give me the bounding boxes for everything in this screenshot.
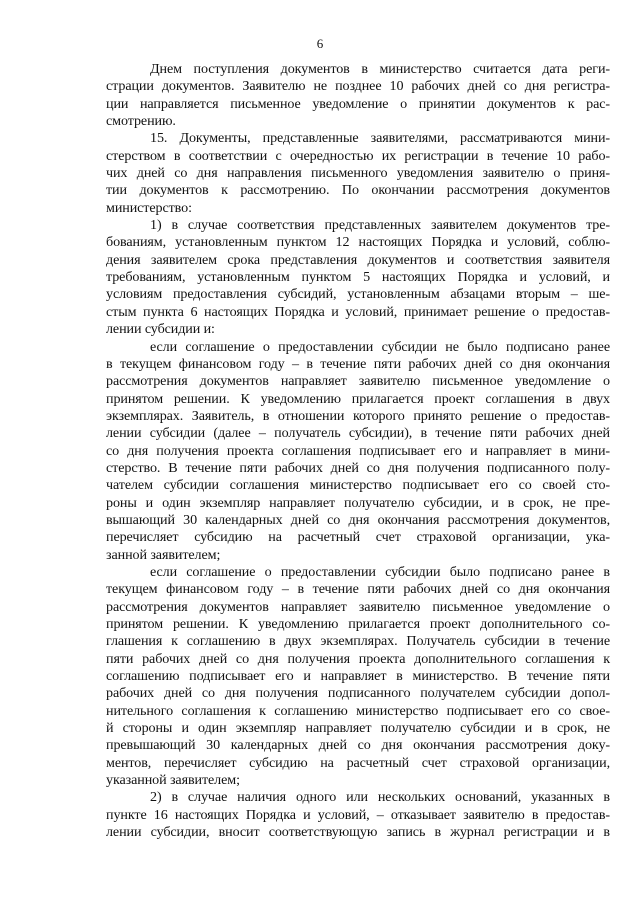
text-line: условиям предоставления субсидий, установленным абзацами вторым – ше- [106,286,610,303]
text-line: требованиям, установленным пунктом 5 настоящих Порядка и условий, и [106,269,610,286]
text-line: нительного соглашения к соглашению министерство подписывает его со свое- [106,702,610,719]
text-line: стым пункта 6 настоящих Порядка и условий, принимает решение о предостав- [106,303,610,320]
text-line: й стороны и один экземпляр направляет получателю субсидии и в срок, не [106,720,610,737]
text-line: принятом решении. К уведомлению прилагается проект соглашения в двух [106,390,610,407]
text-line: смотрению. [106,113,176,130]
text-line: дения заявителем срока представления документов и соответствия заявителя [106,251,610,268]
text-line: лении субсидии, вносит соответствующую запись в журнал регистрации и в [106,824,610,841]
text-line: соглашению подписывает его и направляет в министерство. В течение пяти [106,668,610,685]
text-line: экземплярах. Заявитель, в отношении которого принято решение о предостав- [106,407,610,424]
text-line: стерство. В течение пяти рабочих дней со дня получения подписанного полу- [106,459,610,476]
text-line: роны и один экземпляр направляет получателю субсидии, и в срок, не пре- [106,494,610,511]
text-line: лении субсидии (далее – получатель субсидии), в течение пяти рабочих дней [106,425,610,442]
text-line: превышающий 30 календарных дней со дня окончания рассмотрения доку- [106,737,610,754]
text-line: со дня получения проекта соглашения подписывает его и направляет в мини- [106,442,610,459]
text-line: страции документов. Заявителю не позднее 10 рабочих дней со дня регистра- [106,78,610,95]
text-line: министерство: [106,199,192,216]
text-line: чателем субсидии соглашения министерство подписывает его со своей сто- [106,477,610,494]
text-line: Днем поступления документов в министерство считается дата реги- [150,61,610,77]
text-line: 15. Документы, представленные заявителями, рассматриваются мини- [150,130,610,147]
text-line: занной заявителем; [106,546,221,563]
text-line: указанной заявителем; [106,772,240,789]
text-line: пункте 16 настоящих Порядка и условий, – отказывает заявителю в предостав- [106,806,610,823]
text-line: глашения к соглашению в двух экземплярах. Получатель субсидии в течение [106,633,610,650]
text-line: текущем финансовом году – в течение пяти рабочих дней со дня окончания [106,581,610,598]
text-line: ментов, перечисляет субсидию на расчетный счет страховой организации, [106,754,610,771]
text-line: 1) в случае соответствия представленных заявителем документов тре- [150,217,610,234]
document-body [106,61,610,841]
text-line: лении субсидии и: [106,321,215,338]
text-line: если соглашение о предоставлении субсидии было подписано ранее в [150,563,610,580]
text-line: в текущем финансовом году – в течение пяти рабочих дней со дня окончания [106,355,610,372]
text-line: пяти рабочих дней со дня получения проекта дополнительного соглашения к [106,650,610,667]
text-line: вышающий 30 календарных дней со дня окончания рассмотрения документов, [106,511,610,528]
text-line: бованиям, установленным пунктом 12 настоящих Порядка и условий, соблю- [106,234,610,251]
text-line: рассмотрения документов направляет заявителю письменное уведомление о [106,373,610,390]
page-number: 6 [316,36,324,51]
text-line: если соглашение о предоставлении субсидии не было подписано ранее [150,338,610,355]
text-line: рассмотрения документов направляет заявителю письменное уведомление о [106,598,610,615]
text-line: рабочих дней со дня получения подписанного получателем субсидии допол- [106,685,610,702]
text-line: перечисляет субсидию на расчетный счет страховой организации, ука- [106,529,610,546]
text-line: тии документов к рассмотрению. По окончании рассмотрения документов [106,182,610,199]
text-line: чих дней со дня направления письменного уведомления заявителю о приня- [106,165,610,182]
text-line: стерством в соответствии с очередностью их регистрации в течение 10 рабо- [106,147,610,164]
text-line: 2) в случае наличия одного или нескольких оснований, указанных в [150,789,610,806]
text-line: принятом решении. К уведомлению прилагается проект дополнительного со- [106,616,610,632]
text-line: ции направляется письменное уведомление о принятии документов к рас- [106,95,610,112]
